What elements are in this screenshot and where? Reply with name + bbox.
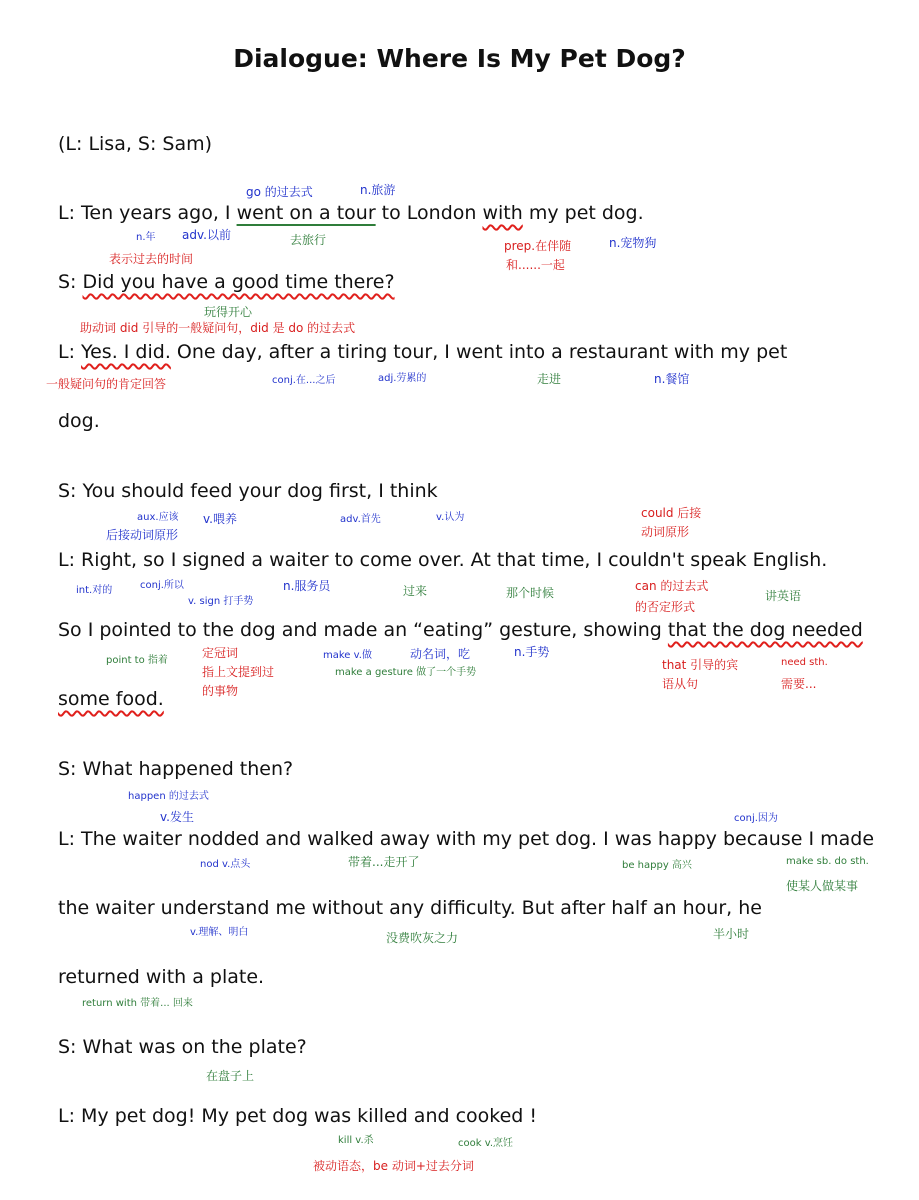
annotation: n.年 xyxy=(136,232,156,243)
annotation: 带着...走开了 xyxy=(348,855,420,869)
annotation: 玩得开心 xyxy=(204,305,253,319)
dialogue-line: S: What was on the plate? xyxy=(58,1036,307,1058)
annotation: 和......一起 xyxy=(506,258,565,272)
annotation: prep.在伴随 xyxy=(504,239,572,253)
annotation: 一般疑问句的肯定回答 xyxy=(46,377,167,391)
annotation: 指上文提到过 xyxy=(202,665,275,679)
annotation: 语从句 xyxy=(662,677,699,691)
dialogue-line: L: The waiter nodded and walked away with my pet dog. I was happy because I made xyxy=(58,828,875,850)
annotation: go 的过去式 xyxy=(246,185,313,199)
annotation: v.认为 xyxy=(436,512,465,523)
annotation: be happy 高兴 xyxy=(622,860,692,871)
dialogue-line: L: Yes. I did. One day, after a tiring tour, I went into a restaurant with my pet xyxy=(58,341,788,363)
annotation: 在盘子上 xyxy=(206,1069,255,1083)
dialogue-line: S: Did you have a good time there? xyxy=(58,271,395,293)
annotation: 半小时 xyxy=(713,927,750,941)
annotation: make v.做 xyxy=(323,650,372,661)
annotation: 使某人做某事 xyxy=(786,879,859,893)
annotation: v.喂养 xyxy=(203,512,237,526)
annotation: conj.所以 xyxy=(140,580,184,591)
annotation: return with 带着... 回来 xyxy=(82,998,193,1009)
annotation: 没费吹灰之力 xyxy=(386,931,459,945)
annotation: v.发生 xyxy=(160,810,194,824)
annotation: adj.劳累的 xyxy=(378,373,427,384)
annotation: nod v.点头 xyxy=(200,859,251,870)
annotation: n.餐馆 xyxy=(654,372,690,386)
annotation: n.手势 xyxy=(514,645,550,659)
annotation: 定冠词 xyxy=(202,646,239,660)
dialogue-line: the waiter understand me without any difficulty. But after half an hour, he xyxy=(58,897,762,919)
annotation: that 引导的宾 xyxy=(662,658,739,672)
dialogue-line: some food. xyxy=(58,688,164,710)
annotation: kill v.杀 xyxy=(338,1135,374,1146)
speakers-line: (L: Lisa, S: Sam) xyxy=(58,133,213,155)
annotation: 走进 xyxy=(537,372,562,386)
dialogue-line: S: You should feed your dog first, I think xyxy=(58,480,438,502)
dialogue-line: dog. xyxy=(58,410,100,432)
annotation: adv.首先 xyxy=(340,514,381,525)
annotation: 过来 xyxy=(403,584,428,598)
annotation: v.理解、明白 xyxy=(190,927,249,938)
annotation: happen 的过去式 xyxy=(128,791,209,802)
dialogue-line: L: My pet dog! My pet dog was killed and cooked ! xyxy=(58,1105,538,1127)
annotation: aux.应该 xyxy=(137,512,179,523)
annotation: n.旅游 xyxy=(360,183,396,197)
annotation: point to 指着 xyxy=(106,655,168,666)
annotation: conj.因为 xyxy=(734,813,778,824)
dialogue-line: L: Ten years ago, I went on a tour to London with my pet dog. xyxy=(58,202,644,224)
annotation: 动名词，吃 xyxy=(410,647,471,661)
annotation: n.服务员 xyxy=(283,579,331,593)
annotation: 后接动词原形 xyxy=(106,528,179,542)
page-title: Dialogue: Where Is My Pet Dog? xyxy=(233,44,686,73)
annotation: 的否定形式 xyxy=(635,600,696,614)
annotation: cook v.烹饪 xyxy=(458,1138,514,1149)
annotation: could 后接 xyxy=(641,506,702,520)
annotation: 被动语态，be 动词+过去分词 xyxy=(313,1159,474,1173)
annotation: int.对的 xyxy=(76,585,113,596)
annotation: 去旅行 xyxy=(290,233,327,247)
dialogue-line: So I pointed to the dog and made an “eating” gesture, showing that the dog needed xyxy=(58,619,863,641)
annotation: 的事物 xyxy=(202,684,239,698)
annotation: conj.在...之后 xyxy=(272,375,336,386)
annotation: can 的过去式 xyxy=(635,579,709,593)
annotation: make a gesture 做了一个手势 xyxy=(335,667,477,678)
annotation: make sb. do sth. xyxy=(786,856,869,867)
annotation: 那个时候 xyxy=(506,586,555,600)
annotation: 助动词 did 引导的一般疑问句，did 是 do 的过去式 xyxy=(80,321,356,335)
dialogue-line: L: Right, so I signed a waiter to come over. At that time, I couldn't speak English. xyxy=(58,549,828,571)
dialogue-line: returned with a plate. xyxy=(58,966,265,988)
annotation: n.宠物狗 xyxy=(609,236,657,250)
dialogue-line: S: What happened then? xyxy=(58,758,294,780)
annotation: v. sign 打手势 xyxy=(188,596,254,607)
annotation: adv.以前 xyxy=(182,228,231,242)
annotation: need sth. xyxy=(781,657,828,668)
annotation: 讲英语 xyxy=(765,589,802,603)
annotation: 表示过去的时间 xyxy=(109,252,194,266)
annotation: 需要... xyxy=(781,677,817,691)
annotation: 动词原形 xyxy=(641,525,690,539)
